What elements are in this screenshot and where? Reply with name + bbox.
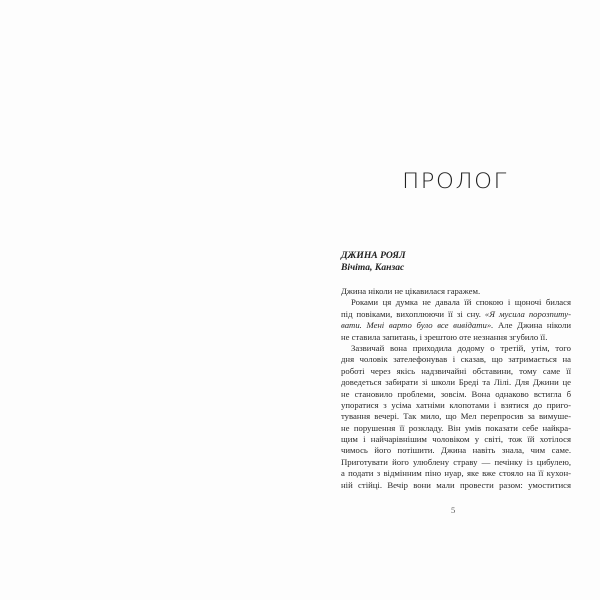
text-line: [341, 320, 571, 331]
text-line: не становило проблеми, зовсім. Вона однаково встигла б: [341, 388, 571, 399]
text-line: [341, 309, 571, 320]
text-line: Зазвичай вона приходила додому о третій, утім, того: [351, 342, 571, 353]
character-name: ДЖИНА РОЯЛ: [341, 250, 406, 261]
italic-quote: «Я мусила порозпиту-: [484, 308, 571, 319]
text-line: доведеться забирати зі школи Бреді та Лілі. Для Джини це: [341, 377, 571, 388]
chapter-header: [341, 250, 406, 274]
text-line: Роками ця думка не давала їй спокою і щоночі билася: [351, 297, 571, 308]
text-line: дня чоловік зателефонував і сказав, що затримається на: [341, 354, 571, 365]
text-line: роботі через якісь надзвичайні обставини, тому саме її: [341, 365, 571, 376]
text-line: упоратися з усіма хатніми клопотами і взятися до приго-: [341, 399, 571, 410]
text-line: Джина ніколи не цікавилася гаражем.: [341, 286, 481, 296]
text-segment: Але Джина ніколи: [493, 320, 571, 331]
text-line: не порушення її розкладу. Він умів показати себе найкра-: [341, 422, 571, 433]
text-line: щим і найчарівнішим чоловіком у світі, тож їй хотілося: [341, 434, 571, 445]
text-line: чимось його потішити. Джина навіть знала, чим саме.: [341, 445, 571, 456]
text-line: не ставила запитань, і зрештою оте незнання згубило її.: [341, 331, 548, 342]
text-line: а подати з відмінним піно нуар, яке вже стояло на її кухон-: [341, 468, 571, 479]
italic-quote: вати. Мені варто було все вивідати».: [341, 320, 494, 331]
text-segment: під повіками, вихоплюючи її зі сну.: [341, 308, 485, 319]
location: Вічіта, Канзас: [341, 262, 405, 273]
chapter-title: ПРОЛОГ: [402, 169, 508, 193]
text-line: тування вечері. Так мило, що Мел перепросив за вимуше-: [341, 411, 571, 422]
body-text: [341, 286, 571, 491]
text-line: ній стійці. Вечір вони мали провести разом: умоститися: [341, 479, 571, 490]
text-line: Приготувати його улюблену страву — печінку із цибулею,: [341, 456, 571, 467]
page-number: 5: [451, 505, 456, 515]
